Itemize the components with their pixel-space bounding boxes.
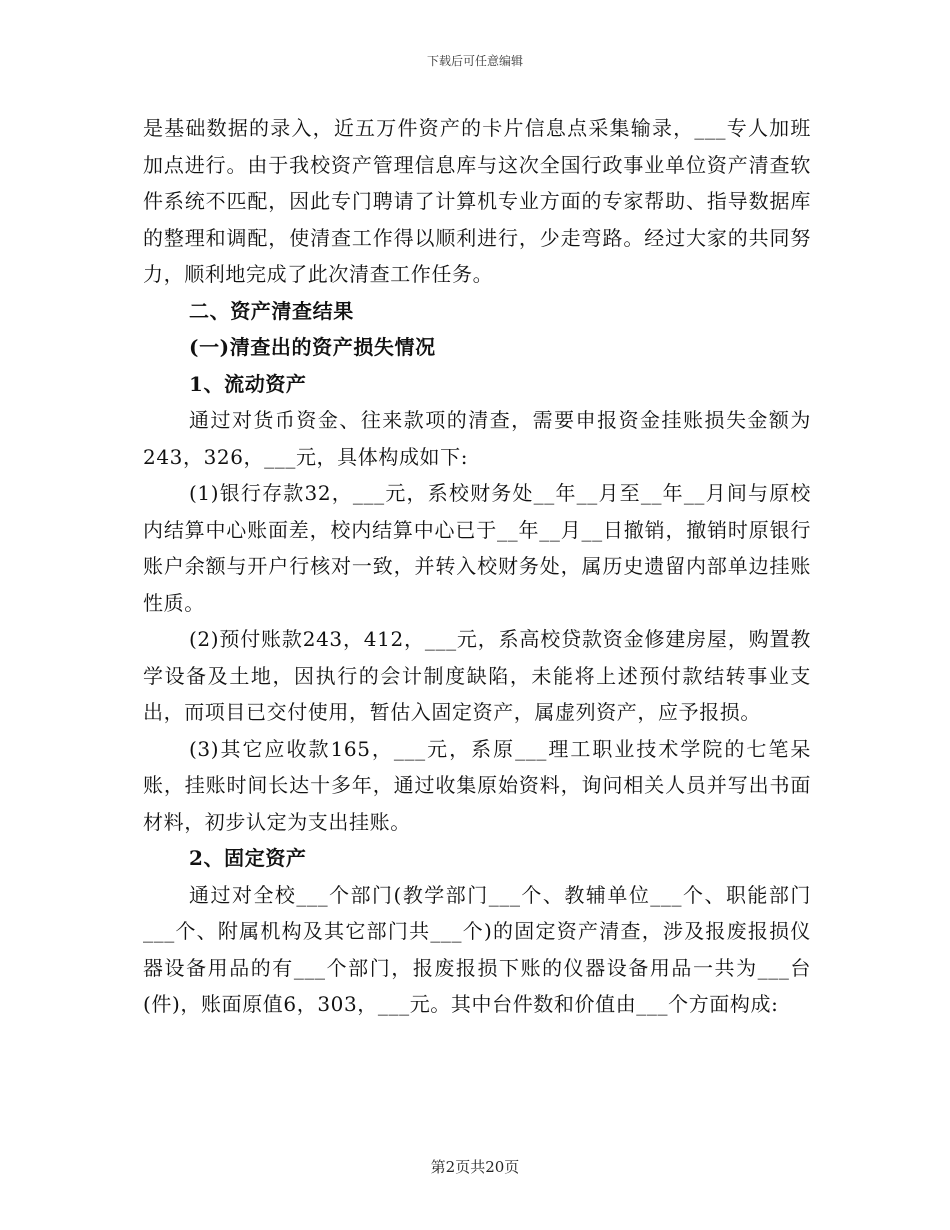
document-body — [143, 110, 811, 1023]
heading-asset-losses: (一)清查出的资产损失情况 — [189, 335, 436, 359]
page-header: 下载后可任意编辑 — [426, 54, 523, 68]
heading-fixed-assets: 2、固定资产 — [189, 846, 307, 870]
paragraph-current-assets-summary: 通过对货币资金、往来款项的清查，需要申报资金挂账损失金额为243，326，___元，具体构成如下: — [143, 408, 811, 469]
paragraph-other-receivables: (3)其它应收款165，___元，系原___理工职业技术学院的七笔呆账，挂账时间长达十多年，通过收集原始资料，询问相关人员并写出书面材料，初步认定为支出挂账。 — [143, 736, 811, 834]
page-footer: 第2页共20页 — [430, 1158, 520, 1176]
paragraph-prepayment: (2)预付账款243，412，___元，系高校贷款资金修建房屋，购置教学设备及土地，因执行的会计制度缺陷，未能将上述预付款结转事业支出，而项目已交付使用，暂估入固定资产，属虚列资产，应予报损。 — [143, 627, 811, 724]
paragraph-fixed-assets-summary: 通过对全校___个部门(教学部门___个、教辅单位___个、职能部门___个、附属机构及其它部门共___个)的固定资产清查，涉及报废报损仪器设备用品的有___个部门，报废报损下账的仪器设备用品一共为___台(件)，账面原值6，303，___元。其中台件数和价值由___个方面构成: — [143, 882, 811, 1016]
heading-current-assets: 1、流动资产 — [189, 371, 307, 396]
paragraph-bank-deposit: (1)银行存款32，___元，系校财务处__年__月至__年__月间与原校内结算中心账面差，校内结算中心已于__年__月__日撤销，撤销时原银行账户余额与开户行核对一致，并转入校财务处，属历史遗留内部单边挂账性质。 — [143, 481, 811, 615]
heading-section-2: 二、资产清查结果 — [189, 298, 354, 323]
paragraph-data-entry: 是基础数据的录入，近五万件资产的卡片信息点采集输录，___专人加班加点进行。由于我校资产管理信息库与这次全国行政事业单位资产清查软件系统不匹配，因此专门聘请了计算机专业方面的专家帮助、指导数据库的整理和调配，使清查工作得以顺利进行，少走弯路。经过大家的共同努力，顺利地完成了此次清查工作任务。 — [143, 116, 811, 286]
